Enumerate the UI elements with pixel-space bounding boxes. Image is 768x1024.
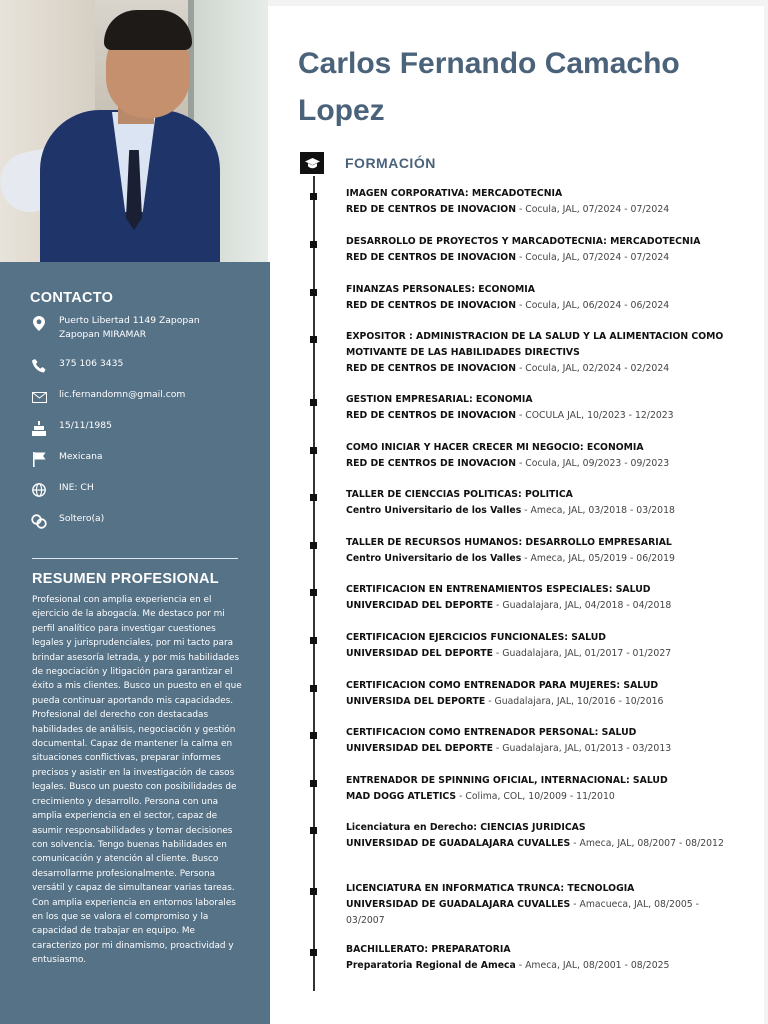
timeline-bullet [310, 589, 317, 596]
graduation-cap-icon [300, 152, 324, 174]
contact-civil-status [30, 512, 219, 530]
education-entry: IMAGEN CORPORATIVA: MERCADOTECNIA RED DE CENTROS DE INOVACION - Cocula, JAL, 07/2024 - 07/2024 [346, 188, 670, 215]
timeline-bullet [310, 949, 317, 956]
contact-birthdate [30, 419, 219, 437]
education-entry: ENTRENADOR DE SPINNING OFICIAL, INTERNACIONAL: SALUD MAD DOGG ATLETICS - Colima, COL, 10/2009 - 11/2010 [346, 775, 668, 802]
education-entry: TALLER DE RECURSOS HUMANOS: DESARROLLO EMPRESARIAL Centro Universitario de los Valles - Ameca, JAL, 05/2019 - 06/2019 [346, 537, 675, 564]
education-entry: LICENCIATURA EN INFORMATICA TRUNCA: TECNOLOGIA UNIVERSIDAD DE GUADALAJARA CUVALLES - Amacueca, JAL, 08/2005 - 03/2007 [346, 883, 700, 926]
education-entry: GESTION EMPRESARIAL: ECONOMIA RED DE CENTROS DE INOVACION - COCULA JAL, 10/2023 - 12/2023 [346, 394, 674, 421]
timeline-bullet [310, 780, 317, 787]
email-text: lic.fernandomn@gmail.com [59, 389, 186, 400]
timeline-bullet [310, 193, 317, 200]
candidate-name: Carlos Fernando Camacho Lopez [298, 47, 680, 127]
cake-icon [30, 419, 48, 437]
contact-address [30, 314, 219, 342]
timeline-bullet [310, 637, 317, 644]
timeline-bullet [310, 241, 317, 248]
contact-phone [30, 357, 219, 375]
education-entry: COMO INICIAR Y HACER CRECER MI NEGOCIO: ECONOMIA RED DE CENTROS DE INOVACION - Cocula, JAL, 09/2023 - 09/2023 [346, 442, 670, 469]
contact-title: CONTACTO [30, 290, 114, 306]
sidebar-divider [32, 558, 238, 559]
timeline-bullet [310, 732, 317, 739]
timeline-bullet [310, 447, 317, 454]
rings-icon [30, 512, 48, 530]
education-entry: CERTIFICACION EJERCICIOS FUNCIONALES: SALUD UNIVERSIDAD DEL DEPORTE - Guadalajara, JAL, 01/2017 - 01/2027 [346, 632, 672, 659]
ine-text: INE: CH [59, 482, 94, 493]
education-entry: CERTIFICACION EN ENTRENAMIENTOS ESPECIALES: SALUD UNIVERCIDAD DEL DEPORTE - Guadalajara, JAL, 04/2018 - 04/2018 [346, 584, 672, 611]
birthdate-text: 15/11/1985 [59, 420, 112, 431]
nationality-text: Mexicana [59, 451, 103, 462]
education-entry: CERTIFICACION COMO ENTRENADOR PERSONAL: SALUD UNIVERSIDAD DEL DEPORTE - Guadalajara, JAL, 01/2013 - 03/2013 [346, 727, 672, 754]
education-entry: EXPOSITOR : ADMINISTRACION DE LA SALUD Y LA ALIMENTACION COMO MOTIVANTE DE LAS HABILIDADES DIRECTIVS RED DE CENTROS DE INOVACION - Cocula, JAL, 02/2024 - 02/2024 [346, 331, 724, 374]
civil-status-text: Soltero(a) [59, 513, 105, 524]
envelope-icon [30, 388, 48, 406]
sidebar [0, 262, 270, 1024]
phone-text: 375 106 3435 [59, 358, 124, 369]
education-entry: BACHILLERATO: PREPARATORIA Preparatoria Regional de Ameca - Ameca, JAL, 08/2001 - 08/2025 [346, 944, 670, 971]
education-entry: Licenciatura en Derecho: CIENCIAS JURIDICAS UNIVERSIDAD DE GUADALAJARA CUVALLES - Ameca, JAL, 08/2007 - 08/2012 [346, 822, 724, 849]
education-entry: FINANZAS PERSONALES: ECONOMIA RED DE CENTROS DE INOVACION - Cocula, JAL, 06/2024 - 06/2024 [346, 284, 670, 311]
education-entry: TALLER DE CIENCCIAS POLITICAS: POLITICA Centro Universitario de los Valles - Ameca, JAL, 03/2018 - 03/2018 [346, 489, 675, 516]
location-pin-icon [30, 314, 48, 332]
timeline-bullet [310, 685, 317, 692]
contact-nationality [30, 450, 219, 468]
timeline-bullet [310, 399, 317, 406]
profile-photo [0, 0, 268, 262]
contact-ine [30, 481, 219, 499]
contact-email [30, 388, 219, 406]
education-entry: CERTIFICACION COMO ENTRENADOR PARA MUJERES: SALUD UNIVERSIDA DEL DEPORTE - Guadalajara, JAL, 10/2016 - 10/2016 [346, 680, 664, 707]
timeline-bullet [310, 888, 317, 895]
timeline-bullet [310, 827, 317, 834]
flag-icon [30, 450, 48, 468]
education-title: FORMACIÓN [345, 155, 436, 171]
summary-title: RESUMEN PROFESIONAL [32, 571, 219, 587]
timeline-bullet [310, 336, 317, 343]
timeline-bullet [310, 494, 317, 501]
phone-icon [30, 357, 48, 375]
timeline-bullet [310, 289, 317, 296]
globe-icon [30, 481, 48, 499]
timeline-bullet [310, 542, 317, 549]
address-text: Puerto Libertad 1149 Zapopan Zapopan MIRAMAR [59, 315, 200, 340]
summary-text: Profesional con amplia experiencia en el ejercicio de la abogacía. Me destaco por mi perfil analítico para investigar cuestiones legales y jurisprudenciales, por mi tacto para brindar asesoría letrada, y por mis habilidades de negociación y litigación para garantizar el éxito a mis clientes. Busco un puesto en el que pueda continuar aportando mis capacidades. Profesional del derecho con destacadas habilidades de análisis, negociación y gestión documental. Capaz de mantener la calma en situaciones conflictivas, preparar informes precisos y asistir en la investigación de casos legales. Busco un puesto con posibilidades de crecimiento y desarrollo. Persona con una amplia experiencia en el sector, capaz de asumir responsabilidades y tomar decisiones con solvencia. Tengo buenas habilidades en comunicación y atención al cliente. Busco desarrollarme profesionalmente. Persona versátil y capaz de simultanear varias tareas. Con amplia experiencia en entornos laborales en los que se valora el compromiso y la capacidad de trabajar en equipo. Me caracterizo por mi dinamismo, proactividad y entusiasmo. [32, 595, 242, 966]
timeline-line [313, 176, 315, 991]
education-entry: DESARROLLO DE PROYECTOS Y MARCADOTECNIA: MERCADOTECNIA RED DE CENTROS DE INOVACION - Cocula, JAL, 07/2024 - 07/2024 [346, 236, 701, 263]
